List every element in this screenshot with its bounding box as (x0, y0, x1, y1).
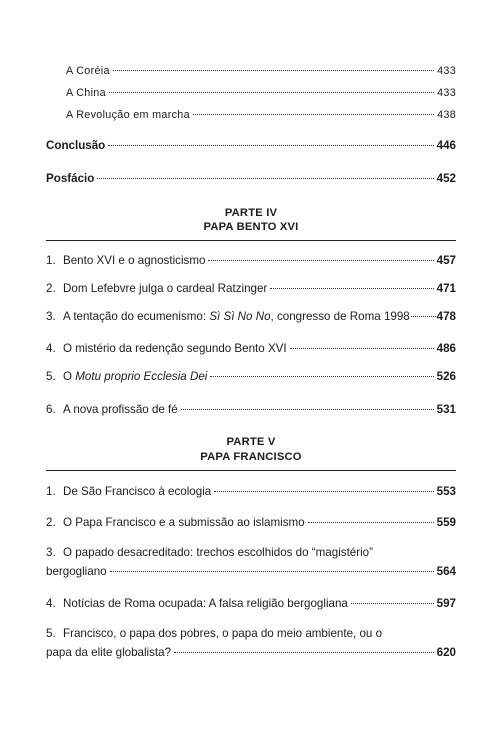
toc-entry-label (46, 485, 211, 499)
toc-chapter (46, 370, 456, 384)
chapter-title-part: A tentação do ecumenismo: (63, 310, 210, 323)
chapter-title-line2: bergogliano (46, 565, 107, 578)
leader-dots (108, 145, 433, 146)
chapter-title: A nova profissão de fé (63, 403, 178, 416)
chapter-number: 4. (46, 342, 56, 355)
part-title: PAPA FRANCISCO (200, 451, 302, 463)
toc-entry-label (46, 342, 287, 356)
chapter-title: Notícias de Roma ocupada: A falsa religião bergogliana (63, 597, 348, 610)
leader-dots (290, 348, 434, 349)
toc-entry-coreia (66, 64, 456, 78)
leader-dots (411, 316, 436, 317)
toc-chapter (46, 282, 456, 296)
toc-entry-china (66, 86, 456, 100)
toc-page-number: 433 (437, 65, 456, 77)
toc-chapter (46, 310, 456, 324)
chapter-title-line1: O papado desacreditado: trechos escolhidos do “magistério” (63, 546, 373, 559)
toc-page-number: 531 (436, 403, 456, 416)
toc-entry-label (46, 403, 178, 417)
chapter-number: 2. (46, 516, 56, 529)
toc-entry-label: A China (66, 87, 106, 99)
leader-dots (174, 652, 434, 653)
leader-dots (208, 260, 433, 261)
toc-entry-continuation (46, 565, 456, 579)
toc-entry-label (46, 627, 456, 641)
chapter-number: 5. (46, 627, 56, 640)
toc-chapter (46, 485, 456, 499)
toc-page-number: 559 (436, 516, 456, 529)
chapter-title: Dom Lefebvre julga o cardeal Ratzinger (63, 282, 268, 295)
toc-page-number: 620 (436, 646, 456, 659)
section-divider (46, 240, 456, 241)
leader-dots (181, 409, 434, 410)
chapter-title-part: , congresso de Roma 1998 (270, 310, 410, 323)
section-divider (46, 470, 456, 471)
toc-chapter (46, 546, 456, 579)
chapter-title: Bento XVI e o agnosticismo (63, 254, 206, 267)
toc-entry-label (46, 546, 456, 560)
toc-entry-continuation (46, 646, 456, 660)
chapter-number: 4. (46, 597, 56, 610)
toc-page-number: 564 (436, 565, 456, 578)
leader-dots (109, 92, 434, 93)
leader-dots (97, 178, 433, 179)
chapter-title-part: O (63, 370, 76, 383)
toc-page-number: 597 (436, 597, 456, 610)
toc-chapter (46, 342, 456, 356)
toc-entry-label: A Coréia (66, 65, 110, 77)
toc-page-number: 433 (437, 87, 456, 99)
leader-dots (193, 114, 434, 115)
toc-entry-label: A Revolução em marcha (66, 109, 190, 121)
part-title: PAPA BENTO XVI (203, 221, 299, 233)
toc-page-number: 452 (436, 172, 456, 185)
toc-chapter (46, 516, 456, 530)
chapter-title: O Papa Francisco e a submissão ao islamismo (63, 516, 305, 529)
toc-entry-conclusao (46, 139, 456, 153)
toc-entry-label (46, 310, 410, 324)
toc-entry-revolucao (66, 108, 456, 122)
part-heading: PARTE IV (224, 207, 278, 219)
toc-page-number: 471 (436, 282, 456, 295)
chapter-number: 5. (46, 370, 56, 383)
leader-dots (110, 571, 434, 572)
toc-entry-label (46, 516, 305, 530)
part-heading: PARTE V (226, 436, 276, 448)
chapter-title-line2: papa da elite globalista? (46, 646, 172, 659)
toc-entry-label (46, 597, 348, 611)
toc-page-number: 446 (436, 139, 456, 152)
chapter-number: 1. (46, 254, 56, 267)
toc-page-number: 457 (436, 254, 456, 267)
toc-chapter (46, 403, 456, 417)
leader-dots (210, 376, 433, 377)
toc-chapter (46, 254, 456, 268)
toc-entry-label: Conclusão (46, 139, 106, 152)
toc-chapter (46, 627, 456, 660)
leader-dots (214, 491, 433, 492)
toc-entry-posfacio (46, 172, 456, 186)
chapter-number: 2. (46, 282, 56, 295)
toc-entry-label (46, 282, 267, 296)
toc-entry-label (46, 254, 205, 268)
toc-entry-label (46, 370, 207, 384)
chapter-title-italic: Sì Sì No No (209, 310, 271, 323)
chapter-title: De São Francisco à ecologia (63, 485, 212, 498)
toc-page-number: 478 (436, 310, 456, 323)
chapter-title-line1: Francisco, o papa dos pobres, o papa do meio ambiente, ou o (63, 627, 383, 640)
chapter-number: 1. (46, 485, 56, 498)
chapter-number: 6. (46, 403, 56, 416)
toc-page-number: 526 (436, 370, 456, 383)
chapter-title-italic: Motu proprio Ecclesia Dei (75, 370, 208, 383)
toc-entry-label: Posfácio (46, 172, 95, 185)
leader-dots (270, 288, 433, 289)
chapter-number: 3. (46, 546, 56, 559)
chapter-title: O mistério da redenção segundo Bento XVI (63, 342, 287, 355)
leader-dots (308, 522, 434, 523)
toc-page-number: 486 (436, 342, 456, 355)
leader-dots (351, 603, 434, 604)
toc-page-number: 553 (436, 485, 456, 498)
toc-chapter (46, 597, 456, 611)
leader-dots (113, 70, 434, 71)
toc-page-number: 438 (437, 109, 456, 121)
chapter-number: 3. (46, 310, 56, 323)
